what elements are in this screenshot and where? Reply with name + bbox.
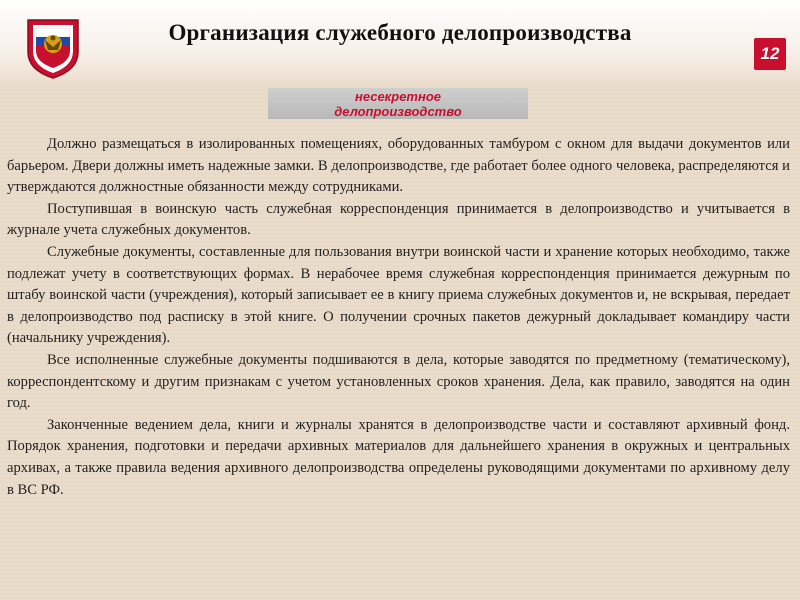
paragraph: Все исполненные служебные документы подшиваются в дела, которые заводятся по предметному (тематическому), корреспондентскому и другим признакам с учетом установленных сроков хранения. Дела, как правило, заводятся на один год. [7, 351, 790, 412]
paragraph: Должно размещаться в изолированных помещениях, оборудованных тамбуром с окном для выдачи документов или барьером. Двери должны иметь надежные замки. В делопроизводстве, где работает более одного человека, распределяются и утверждаются должностные обязанности между сотрудниками. [7, 136, 790, 196]
paragraph: Служебные документы, составленные для пользования внутри воинской части и хранение которых необходимо, также подлежат учету в соответствующих формах. В нерабочее время служебная корреспонденция принимается дежурным по штабу воинской части (учреждения), который записывает ее в книгу приема служебных документов и, не вскрывая, передает в делопроизводство под расписку в этой книге. О получении срочных пакетов дежурный докладывает командиру части (начальнику учреждения). [7, 243, 790, 347]
header-bar [0, 0, 800, 86]
body-text [7, 134, 790, 501]
paragraph: Законченные ведением дела, книги и журналы хранятся в делопроизводстве части и составляют архивный фонд. Порядок хранения, подготовки и передачи архивных материалов для дальнейшего хранения в окружных и центральных архивах, а также правила ведения архивного делопроизводства определены руководящими документами по архивному делу в ВС РФ. [7, 416, 790, 498]
paragraph: Поступившая в воинскую часть служебная корреспонденция принимается в делопроизводство и учитывается в журнале учета служебных документов. [7, 200, 790, 239]
page-title: Организация служебного делопроизводства [168, 20, 632, 45]
section-badge-line2: делопроизводство [334, 104, 462, 119]
section-badge-line1: несекретное [354, 89, 442, 104]
section-badge [268, 88, 528, 119]
page-number-badge: 12 [754, 38, 786, 70]
